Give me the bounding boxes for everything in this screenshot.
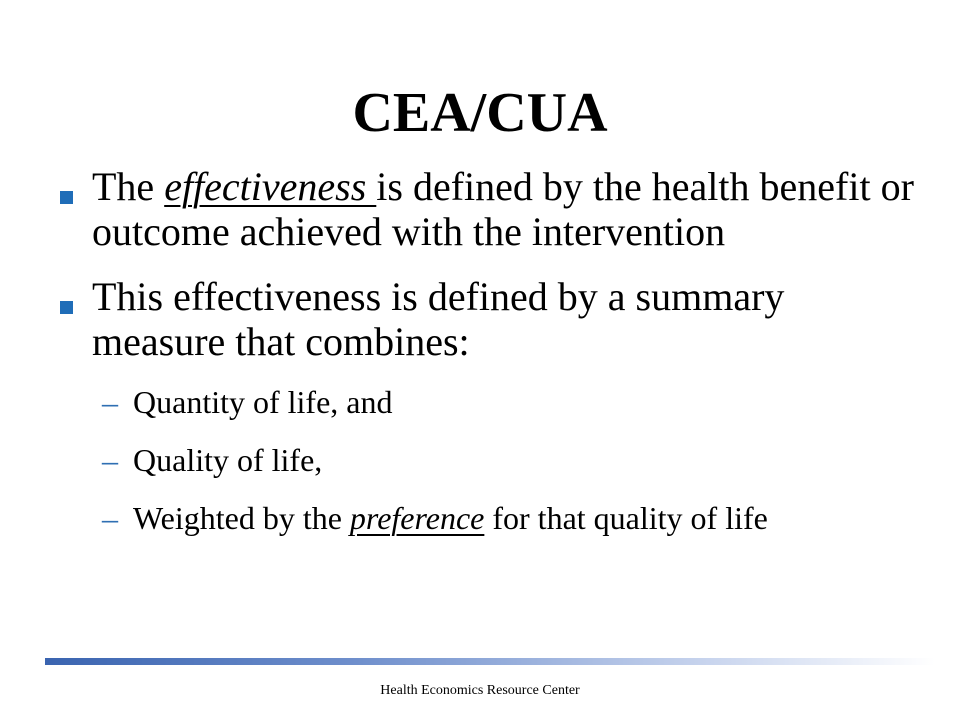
sub-bullet-container: [60, 384, 920, 536]
emphasized-term-preference: preference: [349, 500, 485, 536]
emphasized-term-effectiveness: effectiveness: [164, 164, 377, 209]
dash-bullet-icon: –: [102, 500, 118, 536]
sub-bullet-text-pre: Weighted by the: [133, 500, 350, 536]
sub-bullet-quantity: [60, 384, 920, 420]
bullet-text: This effectiveness is defined by a summary measure that combines:: [92, 274, 785, 364]
sub-bullet-weighted: [60, 500, 920, 536]
square-bullet-icon: [60, 191, 73, 204]
bullet-item-effectiveness: [60, 164, 920, 254]
bullet-text-pre: The: [92, 164, 165, 209]
sub-bullet-text: Quality of life,: [133, 442, 323, 478]
bullet-text-post: is defined by the health benefit or outcome achieved with the intervention: [92, 164, 914, 254]
sub-bullet-list: [60, 384, 920, 536]
footer-text: Health Economics Resource Center: [380, 683, 580, 698]
sub-bullet-quality: [60, 442, 920, 478]
sub-bullet-text-post: for that quality of life: [484, 500, 768, 536]
bullet-item-summary-measure: [60, 274, 920, 364]
slide-title: CEA/CUA: [352, 82, 608, 144]
square-bullet-icon: [60, 301, 73, 314]
bullet-list: [60, 164, 920, 558]
dash-bullet-icon: –: [102, 442, 118, 478]
dash-bullet-icon: –: [102, 384, 118, 420]
footer-divider: [45, 658, 935, 665]
sub-bullet-text: Quantity of life, and: [133, 384, 393, 420]
